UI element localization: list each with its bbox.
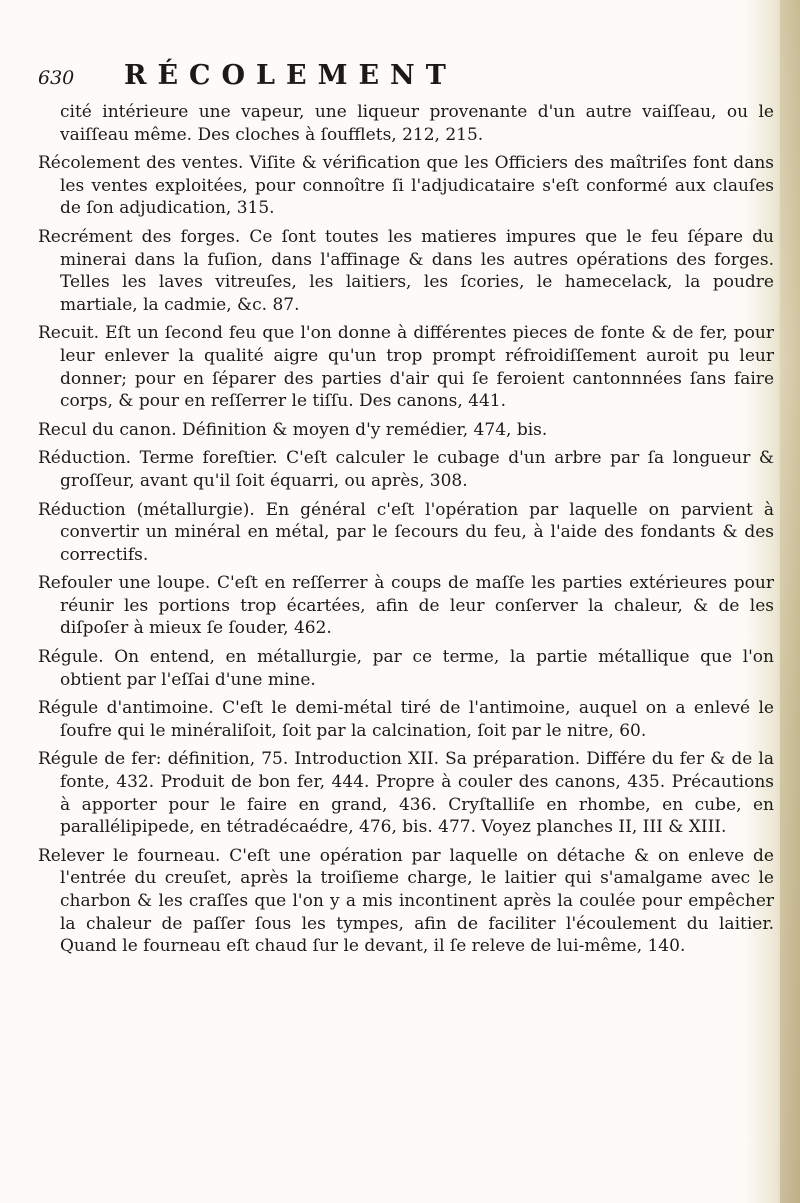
glossary-entry: Récolement des ventes. Viſite & vérification que les Officiers des maîtriſes font dans les ventes exploitées, pour connoître ſi l'adjudicataire s'eſt conformé aux clauſes de ſon adjudication, 315. [38,153,774,219]
glossary-entry: Refouler une loupe. C'eſt en reſſerrer à coups de maſſe les parties extérieures pour réunir les portions trop écartées, afin de leur conſerver la chaleur, & de les diſpoſer à mieux ſe ſouder, 462. [38,573,774,639]
running-title: RÉCOLEMENT [124,60,457,91]
glossary-entry: Recrément des forges. Ce ſont toutes les matieres impures que le feu ſépare du minerai dans la fuſion, dans l'affinage & dans les autres opérations des forges. Telles les laves vitreuſes, les laitiers, les ſcories, le hamecelack, la poudre martiale, la cadmie, &c. 87. [38,226,774,315]
glossary-entry: cité intérieure une vapeur, une liqueur provenante d'un autre vaiſſeau, ou le vaiſſeau même. Des cloches à ſoufflets, 212, 215. [60,102,774,145]
glossary-entry: Régule. On entend, en métallurgie, par ce terme, la partie métallique que l'on obtient par l'eſſai d'une mine. [38,647,774,690]
glossary-entry: Régule de fer: définition, 75. Introduction XII. Sa préparation. Différe du fer & de la fonte, 432. Produit de bon fer, 444. Propre à couler des canons, 435. Précautions à apporter pour le faire en grand, 436. Cryſtalliſe en rhombe, en cube, en parallélipipede, en tétradécaédre, 476, bis. 477. Voyez planches II, III & XIII. [38,749,774,838]
glossary-entries [38,101,774,958]
glossary-entry: Recul du canon. Définition & moyen d'y remédier, 474, bis. [38,419,548,440]
glossary-entry: Réduction (métallurgie). En général c'eſt l'opération par laquelle on parvient à convertir un minéral en métal, par le ſecours du feu, à l'aide des fondants & des correctifs. [38,499,774,565]
glossary-entry: Régule d'antimoine. C'eſt le demi-métal tiré de l'antimoine, auquel on a enlevé le ſoufre qui le minéraliſoit, ſoit par la calcination, ſoit par le nitre, 60. [38,698,774,741]
glossary-entry: Relever le fourneau. C'eſt une opération par laquelle on détache & on enleve de l'entrée du creuſet, après la troiſieme charge, le laitier qui s'amalgame avec le charbon & les craſſes que l'on y a mis incontinent après la coulée pour empêcher la chaleur de paſſer ſous les tympes, afin de faciliter l'écoulement du laitier. Quand le fourneau eſt chaud ſur le devant, il ſe releve de lui-même, 140. [38,845,774,957]
page-edge-stain [780,0,800,1203]
page-number: 630 [38,67,75,89]
page-header [38,60,774,91]
glossary-entry: Recuit. Eſt un ſecond feu que l'on donne à différentes pieces de fonte & de fer, pour leur enlever la qualité aigre qu'un trop prompt réfroidiſſement auroit pu leur donner; pour en ſéparer des parties d'air qui ſe feroient cantonnnées ſans faire corps, & pour en reſſerrer le tiſſu. Des canons, 441. [38,323,774,412]
glossary-entry: Réduction. Terme foreſtier. C'eſt calculer le cubage d'un arbre par ſa longueur & groſſeur, avant qu'il ſoit équarri, ou après, 308. [38,448,774,491]
